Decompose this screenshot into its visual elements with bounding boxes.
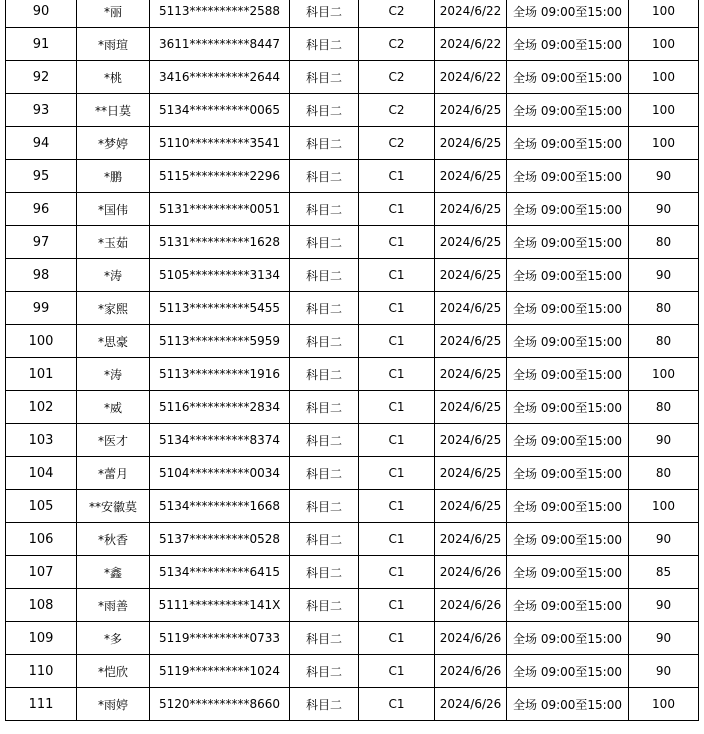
row-number: 100 [6,325,77,358]
exam-session: 全场 09:00至15:00 [507,589,629,622]
exam-subject: 科目二 [290,622,359,655]
license-class: C1 [359,523,435,556]
table-row [6,457,699,490]
candidate-name: *秋香 [77,523,150,556]
id-number: 5131**********0051 [150,193,290,226]
exam-subject: 科目二 [290,424,359,457]
row-number: 98 [6,259,77,292]
row-number: 94 [6,127,77,160]
exam-date: 2024/6/22 [435,28,507,61]
table-row [6,292,699,325]
id-number: 5113**********5455 [150,292,290,325]
table-row [6,556,699,589]
license-class: C2 [359,61,435,94]
table-row [6,622,699,655]
table-row [6,523,699,556]
exam-session: 全场 09:00至15:00 [507,325,629,358]
row-number: 110 [6,655,77,688]
exam-score: 100 [629,28,699,61]
row-number: 107 [6,556,77,589]
exam-session: 全场 09:00至15:00 [507,358,629,391]
license-class: C1 [359,556,435,589]
exam-date: 2024/6/22 [435,61,507,94]
exam-subject: 科目二 [290,292,359,325]
row-number: 90 [6,0,77,28]
candidate-name: *丽 [77,0,150,28]
row-number: 105 [6,490,77,523]
license-class: C1 [359,391,435,424]
candidate-name: **安徽莫 [77,490,150,523]
exam-score: 80 [629,325,699,358]
table-row [6,226,699,259]
row-number: 92 [6,61,77,94]
exam-subject: 科目二 [290,94,359,127]
exam-score: 100 [629,127,699,160]
exam-session: 全场 09:00至15:00 [507,127,629,160]
exam-subject: 科目二 [290,28,359,61]
exam-session: 全场 09:00至15:00 [507,556,629,589]
exam-date: 2024/6/26 [435,556,507,589]
exam-session: 全场 09:00至15:00 [507,622,629,655]
id-number: 5119**********0733 [150,622,290,655]
exam-session: 全场 09:00至15:00 [507,490,629,523]
candidate-name: *国伟 [77,193,150,226]
exam-score: 90 [629,160,699,193]
exam-subject: 科目二 [290,457,359,490]
candidate-name: *涛 [77,259,150,292]
license-class: C1 [359,226,435,259]
id-number: 5113**********2588 [150,0,290,28]
license-class: C1 [359,424,435,457]
exam-score: 100 [629,358,699,391]
license-class: C1 [359,160,435,193]
candidate-name: *鑫 [77,556,150,589]
exam-date: 2024/6/25 [435,127,507,160]
exam-date: 2024/6/25 [435,391,507,424]
candidate-name: *恺欣 [77,655,150,688]
id-number: 5119**********1024 [150,655,290,688]
exam-score: 100 [629,0,699,28]
candidate-name: *桃 [77,61,150,94]
exam-subject: 科目二 [290,589,359,622]
candidate-name: *雨婷 [77,688,150,721]
exam-score: 80 [629,226,699,259]
exam-subject: 科目二 [290,688,359,721]
table-row [6,259,699,292]
id-number: 5113**********1916 [150,358,290,391]
id-number: 5115**********2296 [150,160,290,193]
license-class: C2 [359,127,435,160]
license-class: C1 [359,259,435,292]
license-class: C2 [359,0,435,28]
table-row [6,61,699,94]
row-number: 97 [6,226,77,259]
exam-date: 2024/6/25 [435,490,507,523]
license-class: C1 [359,688,435,721]
candidate-name: *鹏 [77,160,150,193]
id-number: 5134**********0065 [150,94,290,127]
table-row [6,424,699,457]
exam-session: 全场 09:00至15:00 [507,424,629,457]
row-number: 101 [6,358,77,391]
table-row [6,490,699,523]
exam-subject: 科目二 [290,523,359,556]
row-number: 106 [6,523,77,556]
license-class: C1 [359,193,435,226]
exam-session: 全场 09:00至15:00 [507,457,629,490]
row-number: 102 [6,391,77,424]
exam-date: 2024/6/26 [435,622,507,655]
row-number: 95 [6,160,77,193]
row-number: 96 [6,193,77,226]
exam-session: 全场 09:00至15:00 [507,688,629,721]
id-number: 5134**********1668 [150,490,290,523]
exam-subject: 科目二 [290,61,359,94]
table-row [6,325,699,358]
exam-session: 全场 09:00至15:00 [507,193,629,226]
id-number: 5110**********3541 [150,127,290,160]
exam-score: 90 [629,523,699,556]
exam-session: 全场 09:00至15:00 [507,226,629,259]
id-number: 3416**********2644 [150,61,290,94]
table-row [6,391,699,424]
exam-session: 全场 09:00至15:00 [507,523,629,556]
exam-score: 80 [629,391,699,424]
license-class: C1 [359,655,435,688]
exam-score: 90 [629,259,699,292]
exam-session: 全场 09:00至15:00 [507,292,629,325]
results-table [5,0,699,721]
exam-score: 85 [629,556,699,589]
exam-score: 90 [629,589,699,622]
table-row [6,28,699,61]
exam-date: 2024/6/25 [435,160,507,193]
id-number: 5134**********6415 [150,556,290,589]
table-row [6,589,699,622]
license-class: C1 [359,589,435,622]
table-row [6,0,699,28]
exam-date: 2024/6/25 [435,325,507,358]
table-row [6,193,699,226]
license-class: C1 [359,325,435,358]
exam-subject: 科目二 [290,193,359,226]
exam-session: 全场 09:00至15:00 [507,94,629,127]
exam-score: 90 [629,424,699,457]
exam-subject: 科目二 [290,655,359,688]
exam-session: 全场 09:00至15:00 [507,0,629,28]
exam-score: 90 [629,193,699,226]
exam-score: 80 [629,457,699,490]
id-number: 5131**********1628 [150,226,290,259]
exam-subject: 科目二 [290,160,359,193]
id-number: 5120**********8660 [150,688,290,721]
exam-date: 2024/6/26 [435,589,507,622]
candidate-name: *思豪 [77,325,150,358]
table-row [6,127,699,160]
row-number: 111 [6,688,77,721]
id-number: 5137**********0528 [150,523,290,556]
row-number: 108 [6,589,77,622]
candidate-name: *涛 [77,358,150,391]
id-number: 5104**********0034 [150,457,290,490]
id-number: 5113**********5959 [150,325,290,358]
exam-score: 90 [629,622,699,655]
exam-subject: 科目二 [290,556,359,589]
exam-session: 全场 09:00至15:00 [507,391,629,424]
exam-date: 2024/6/25 [435,226,507,259]
exam-date: 2024/6/25 [435,523,507,556]
row-number: 93 [6,94,77,127]
license-class: C1 [359,622,435,655]
exam-session: 全场 09:00至15:00 [507,61,629,94]
table-row [6,655,699,688]
row-number: 109 [6,622,77,655]
exam-session: 全场 09:00至15:00 [507,259,629,292]
row-number: 91 [6,28,77,61]
exam-score: 100 [629,94,699,127]
candidate-name: *雨瑄 [77,28,150,61]
exam-date: 2024/6/25 [435,358,507,391]
candidate-name: **日莫 [77,94,150,127]
candidate-name: *威 [77,391,150,424]
exam-date: 2024/6/25 [435,292,507,325]
table-row [6,688,699,721]
exam-subject: 科目二 [290,391,359,424]
exam-subject: 科目二 [290,490,359,523]
table-row [6,94,699,127]
license-class: C1 [359,457,435,490]
exam-score: 100 [629,490,699,523]
exam-date: 2024/6/25 [435,259,507,292]
exam-score: 100 [629,61,699,94]
exam-subject: 科目二 [290,259,359,292]
exam-session: 全场 09:00至15:00 [507,28,629,61]
exam-subject: 科目二 [290,325,359,358]
id-number: 5134**********8374 [150,424,290,457]
exam-date: 2024/6/25 [435,193,507,226]
id-number: 5111**********141X [150,589,290,622]
candidate-name: *雨善 [77,589,150,622]
exam-score: 90 [629,655,699,688]
exam-date: 2024/6/25 [435,457,507,490]
candidate-name: *蕾月 [77,457,150,490]
table-body [6,0,699,721]
exam-subject: 科目二 [290,358,359,391]
table-row [6,160,699,193]
candidate-name: *玉茹 [77,226,150,259]
license-class: C1 [359,292,435,325]
license-class: C1 [359,490,435,523]
exam-session: 全场 09:00至15:00 [507,655,629,688]
candidate-name: *多 [77,622,150,655]
license-class: C1 [359,358,435,391]
row-number: 104 [6,457,77,490]
exam-subject: 科目二 [290,226,359,259]
row-number: 103 [6,424,77,457]
exam-date: 2024/6/26 [435,688,507,721]
license-class: C2 [359,28,435,61]
exam-score: 80 [629,292,699,325]
exam-date: 2024/6/25 [435,424,507,457]
id-number: 5105**********3134 [150,259,290,292]
candidate-name: *家熙 [77,292,150,325]
exam-date: 2024/6/26 [435,655,507,688]
id-number: 3611**********8447 [150,28,290,61]
candidate-name: *医才 [77,424,150,457]
license-class: C2 [359,94,435,127]
table-row [6,358,699,391]
exam-date: 2024/6/22 [435,0,507,28]
row-number: 99 [6,292,77,325]
id-number: 5116**********2834 [150,391,290,424]
exam-subject: 科目二 [290,0,359,28]
candidate-name: *梦婷 [77,127,150,160]
exam-date: 2024/6/25 [435,94,507,127]
exam-score: 100 [629,688,699,721]
exam-session: 全场 09:00至15:00 [507,160,629,193]
exam-subject: 科目二 [290,127,359,160]
